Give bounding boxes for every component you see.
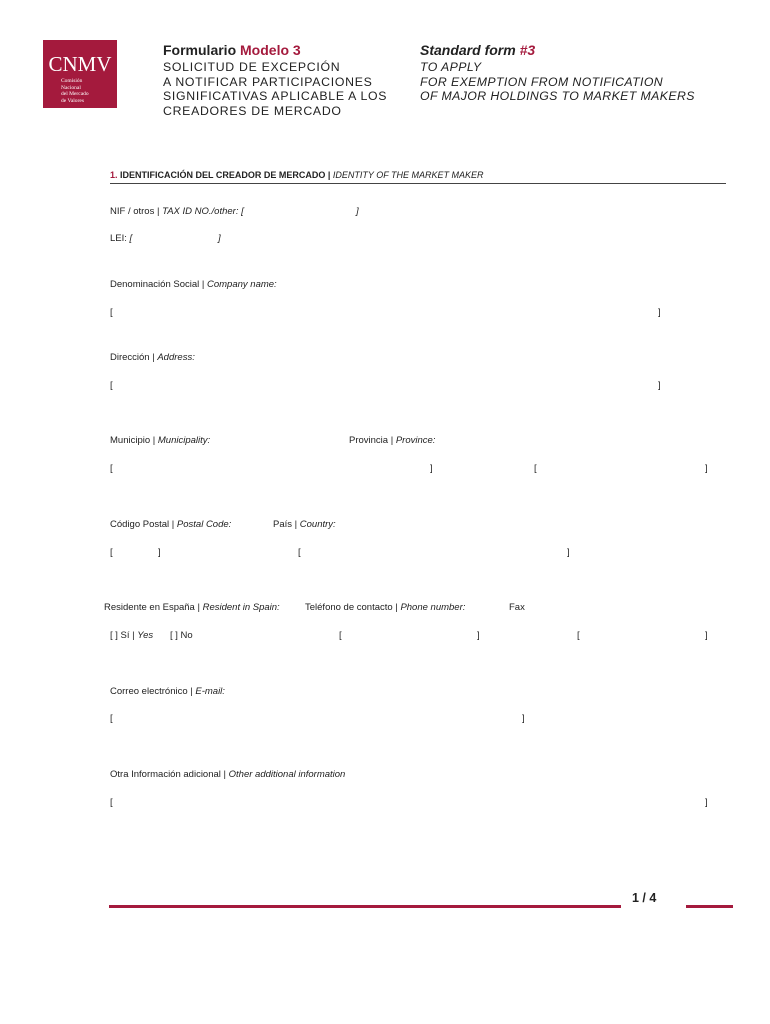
other-info-label bbox=[110, 769, 345, 780]
country-label-en: Country: bbox=[299, 519, 336, 530]
form-subtitle-en-line-2: FOR EXEMPTION FROM NOTIFICATION bbox=[420, 75, 664, 89]
postal-code-label bbox=[110, 519, 231, 530]
address-field-close[interactable]: ] bbox=[658, 380, 661, 391]
municipality-label bbox=[110, 435, 210, 446]
resident-label-en: Resident in Spain: bbox=[202, 602, 280, 613]
company-name-field-open[interactable]: [ bbox=[110, 307, 113, 318]
section-heading bbox=[110, 170, 484, 180]
lei-bracket-close: ] bbox=[218, 233, 221, 244]
province-label-en: Province: bbox=[395, 435, 436, 446]
logo-line-1: Comisión bbox=[61, 78, 83, 84]
nif-label bbox=[110, 206, 244, 217]
section-number: 1. bbox=[110, 170, 118, 180]
resident-yes-option[interactable] bbox=[110, 630, 153, 641]
address-label-es: Dirección | bbox=[110, 352, 158, 363]
municipality-label-en: Municipality: bbox=[157, 435, 211, 446]
company-name-field-close[interactable]: ] bbox=[658, 307, 661, 318]
logo-line-4: de Valores bbox=[61, 97, 84, 104]
resident-label bbox=[104, 602, 280, 613]
form-subtitle-en-line-1: TO APPLY bbox=[420, 60, 482, 74]
postal-code-label-es: Código Postal | bbox=[110, 519, 177, 530]
phone-label-en: Phone number: bbox=[400, 602, 466, 613]
lei-field[interactable] bbox=[218, 233, 221, 244]
fax-label: Fax bbox=[509, 602, 525, 613]
form-title-es-accent: Modelo 3 bbox=[240, 42, 301, 58]
phone-field-open[interactable]: [ bbox=[339, 630, 342, 641]
form-subtitle-es-line-3: SIGNIFICATIVAS APLICABLE A LOS bbox=[163, 89, 388, 103]
form-title-en bbox=[420, 42, 535, 58]
section-title-es: IDENTIFICACIÓN DEL CREADOR DE MERCADO | bbox=[117, 170, 331, 180]
fax-field-open[interactable]: [ bbox=[577, 630, 580, 641]
email-label-en: E-mail: bbox=[195, 686, 225, 697]
nif-field[interactable] bbox=[356, 206, 359, 217]
postal-code-field-open[interactable]: [ bbox=[110, 547, 113, 558]
lei-bracket-open: [ bbox=[129, 233, 133, 244]
phone-label-es: Teléfono de contacto | bbox=[305, 602, 401, 613]
address-label bbox=[110, 352, 195, 363]
address-label-en: Address: bbox=[157, 352, 195, 363]
country-field-close[interactable]: ] bbox=[567, 547, 570, 558]
province-field-close[interactable]: ] bbox=[705, 463, 708, 474]
nif-label-es: NIF / otros | bbox=[110, 206, 163, 217]
company-name-label-en: Company name: bbox=[207, 279, 277, 290]
footer-rule-right bbox=[686, 905, 733, 908]
email-label bbox=[110, 686, 225, 697]
resident-yes-label-en: Yes bbox=[137, 630, 154, 641]
company-name-label-es: Denominación Social | bbox=[110, 279, 207, 290]
address-field-open[interactable]: [ bbox=[110, 380, 113, 391]
form-subtitle-es-line-2: A NOTIFICAR PARTICIPACIONES bbox=[163, 75, 373, 89]
other-info-label-en: Other additional information bbox=[228, 769, 346, 780]
logo-subtitle bbox=[61, 78, 117, 104]
logo-line-2: Nacional bbox=[61, 84, 81, 91]
country-field-open[interactable]: [ bbox=[298, 547, 301, 558]
province-label-es: Provincia | bbox=[349, 435, 396, 446]
phone-label bbox=[305, 602, 465, 613]
country-label bbox=[273, 519, 336, 530]
form-title-es-prefix: Formulario bbox=[163, 42, 241, 58]
cnmv-logo bbox=[43, 40, 117, 108]
fax-field-close[interactable]: ] bbox=[705, 630, 708, 641]
email-label-es: Correo electrónico | bbox=[110, 686, 196, 697]
lei-label bbox=[110, 233, 132, 244]
form-title-en-accent: #3 bbox=[519, 42, 536, 58]
form-title-es bbox=[163, 42, 301, 58]
lei-label-text: LEI: bbox=[110, 233, 130, 244]
province-field-open[interactable]: [ bbox=[534, 463, 537, 474]
resident-yes-checkbox[interactable]: [ ] Sí | bbox=[110, 630, 138, 641]
logo-line-3: del Mercado bbox=[61, 91, 89, 98]
form-subtitle-es-line-4: CREADORES DE MERCADO bbox=[163, 104, 342, 118]
other-info-field-close[interactable]: ] bbox=[705, 797, 708, 808]
phone-field-close[interactable]: ] bbox=[477, 630, 480, 641]
nif-bracket-close: ] bbox=[356, 206, 359, 217]
municipality-field-close[interactable]: ] bbox=[430, 463, 433, 474]
other-info-label-es: Otra Información adicional | bbox=[110, 769, 229, 780]
section-divider bbox=[110, 183, 726, 184]
province-label bbox=[349, 435, 435, 446]
resident-label-es: Residente en España | bbox=[104, 602, 203, 613]
postal-code-field-close[interactable]: ] bbox=[158, 547, 161, 558]
email-field-open[interactable]: [ bbox=[110, 713, 113, 724]
form-subtitle-en-line-3: OF MAJOR HOLDINGS TO MARKET MAKERS bbox=[420, 89, 695, 103]
municipality-field-open[interactable]: [ bbox=[110, 463, 113, 474]
form-title-en-prefix: Standard form bbox=[420, 42, 520, 58]
other-info-field-open[interactable]: [ bbox=[110, 797, 113, 808]
municipality-label-es: Municipio | bbox=[110, 435, 158, 446]
company-name-label bbox=[110, 279, 277, 290]
resident-no-option[interactable]: [ ] No bbox=[170, 630, 193, 641]
email-field-close[interactable]: ] bbox=[522, 713, 525, 724]
footer-rule-left bbox=[109, 905, 621, 908]
logo-acronym: CNMV bbox=[48, 52, 112, 76]
page-number: 1 / 4 bbox=[632, 891, 657, 905]
form-subtitle-es-line-1: SOLICITUD DE EXCEPCIÓN bbox=[163, 60, 341, 74]
postal-code-label-en: Postal Code: bbox=[176, 519, 232, 530]
section-title-en: IDENTITY OF THE MARKET MAKER bbox=[330, 170, 484, 180]
nif-label-en: TAX ID NO./other: [ bbox=[162, 206, 244, 217]
country-label-es: País | bbox=[273, 519, 300, 530]
